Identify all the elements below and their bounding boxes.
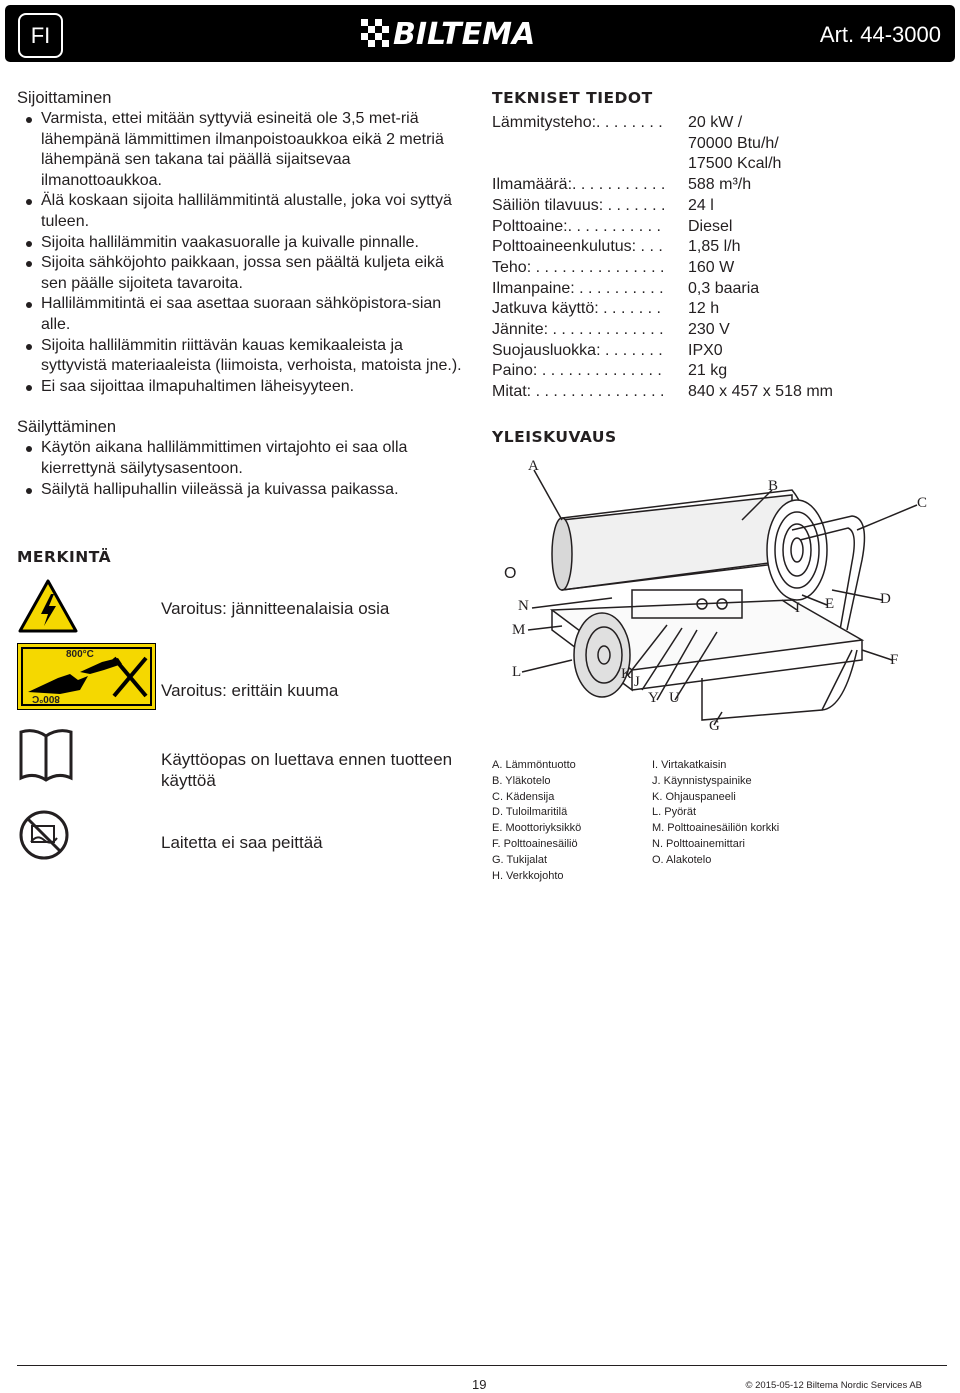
legend-left bbox=[492, 758, 581, 884]
spec-row bbox=[492, 175, 947, 196]
spec-value: 588 m³/h bbox=[688, 176, 752, 194]
symbol-text-manual: Käyttöopas on luettava ennen tuotteen käyttöä bbox=[161, 750, 453, 790]
spec-value: 840 x 457 x 518 mm bbox=[688, 383, 833, 401]
list-item: Sijoita hallilämmitin riittävän kauas kemikaaleista ja syttyvistä materiaaleista (liimoista, verhoista, matoista jne.). bbox=[17, 336, 472, 377]
callout-u: U bbox=[669, 690, 680, 706]
language-badge: FI bbox=[18, 13, 63, 58]
temp-label-bottom: 800°C bbox=[32, 693, 60, 704]
spec-row bbox=[492, 237, 947, 258]
legend-item: K. Ohjauspaneeli bbox=[652, 790, 736, 803]
spec-row bbox=[492, 299, 947, 320]
legend-right bbox=[652, 758, 779, 869]
heater-illustration bbox=[492, 450, 942, 750]
high-voltage-warning-icon bbox=[17, 578, 79, 634]
callout-l: L bbox=[512, 664, 522, 680]
left-column bbox=[17, 87, 472, 500]
list-item: Käytön aikana hallilämmittimen virtajohto ei saa olla kierrettynä säilytysasentoon. bbox=[17, 438, 472, 479]
legend-item: L. Pyörät bbox=[652, 806, 697, 819]
spec-label: Teho: . . . . . . . . . . . . . . . bbox=[492, 258, 665, 276]
spec-row bbox=[492, 320, 947, 341]
callout-n: N bbox=[518, 598, 529, 614]
legend-item: M. Polttoainesäiliön korkki bbox=[652, 822, 780, 835]
spec-label: Lämmitysteho:. . . . . . . . bbox=[492, 114, 663, 131]
temp-label-top: 800°C bbox=[66, 649, 94, 660]
spec-label: Jatkuva käyttö: . . . . . . . bbox=[492, 300, 661, 318]
list-item: Sijoita sähköjohto paikkaan, jossa sen päältä kuljeta eikä sen päälle sijoiteta tavaroita. bbox=[17, 253, 472, 294]
list-item: Ei saa sijoittaa ilmapuhaltimen läheisyyteen. bbox=[17, 377, 472, 398]
legend-item: A. Lämmöntuotto bbox=[492, 759, 576, 771]
legend-item: B. Yläkotelo bbox=[492, 774, 551, 787]
marking-title: MERKINTÄ bbox=[17, 548, 112, 566]
legend-item: J. Käynnistyspainike bbox=[652, 774, 752, 787]
spec-row bbox=[492, 361, 947, 382]
overview-title: YLEISKUVAUS bbox=[492, 428, 617, 446]
header-bar bbox=[5, 5, 955, 62]
spec-value: 0,3 baaria bbox=[688, 279, 760, 297]
article-number: Art. 44-3000 bbox=[819, 22, 941, 47]
spec-row bbox=[492, 196, 947, 217]
read-manual-icon bbox=[17, 728, 75, 784]
legend-item: C. Kädensija bbox=[492, 790, 555, 803]
callout-m: M bbox=[512, 622, 526, 638]
callout-y: Y bbox=[648, 690, 659, 706]
spec-value: 1,85 l/h bbox=[688, 238, 741, 256]
spec-label: Polttoaineenkulutus: . . . bbox=[492, 238, 663, 256]
legend-item: E. Moottoriyksikkö bbox=[492, 822, 582, 835]
spec-row bbox=[492, 382, 947, 403]
spec-label: Polttoaine:. . . . . . . . . . . bbox=[492, 217, 661, 235]
spec-label: Mitat: . . . . . . . . . . . . . . . bbox=[492, 383, 665, 401]
hot-surface-warning-icon bbox=[17, 643, 156, 710]
list-item: Hallilämmitintä ei saa asettaa suoraan sähköpistora-sian alle. bbox=[17, 294, 472, 335]
legend-item: F. Polttoainesäiliö bbox=[492, 837, 578, 850]
checkered-flag-icon bbox=[361, 19, 389, 47]
spec-row bbox=[492, 279, 947, 300]
legend-item: N. Polttoainemittari bbox=[652, 837, 745, 850]
symbol-text-cover: Laitetta ei saa peittää bbox=[161, 833, 323, 852]
symbol-text-voltage: Varoitus: jännitteenalaisia osia bbox=[161, 599, 390, 618]
spec-label: Jännite: . . . . . . . . . . . . . bbox=[492, 321, 664, 339]
do-not-cover-icon bbox=[17, 808, 71, 862]
callout-a: A bbox=[528, 458, 539, 474]
spec-value: 160 W bbox=[688, 258, 735, 276]
spec-value: 12 h bbox=[688, 300, 720, 318]
legend-item: H. Verkkojohto bbox=[492, 869, 564, 882]
specs-table bbox=[492, 113, 947, 403]
legend-item: I. Virtakatkaisin bbox=[652, 759, 727, 771]
list-item: Säilytä hallipuhallin viileässä ja kuivassa paikassa. bbox=[17, 480, 472, 501]
spec-label: Suojausluokka: . . . . . . . bbox=[492, 341, 663, 359]
list-item: Älä koskaan sijoita hallilämmitintä alustalle, joka voi syttyä tuleen. bbox=[17, 191, 472, 232]
callout-j: J bbox=[634, 674, 640, 690]
specs-title: TEKNISET TIEDOT bbox=[492, 89, 653, 107]
spec-value: IPX0 bbox=[688, 341, 723, 359]
legend-item: D. Tuloilmaritilä bbox=[492, 806, 568, 819]
spec-label: Ilmanpaine: . . . . . . . . . . bbox=[492, 279, 664, 297]
spec-value: 20 kW / 70000 Btu/h/ 17500 Kcal/h bbox=[688, 114, 782, 173]
callout-k: K bbox=[621, 666, 632, 682]
symbol-text-hot: Varoitus: erittäin kuuma bbox=[161, 681, 339, 700]
page-number: 19 bbox=[472, 1377, 487, 1392]
callout-o: O bbox=[504, 565, 517, 582]
brand-logo: BILTEMA bbox=[393, 17, 536, 52]
spec-row bbox=[492, 217, 947, 238]
right-column bbox=[492, 87, 947, 403]
list-item: Sijoita hallilämmitin vaakasuoralle ja kuivalle pinnalle. bbox=[17, 233, 472, 254]
storage-list bbox=[17, 438, 472, 500]
spec-value: 24 l bbox=[688, 196, 714, 214]
callout-e: E bbox=[825, 596, 835, 612]
callout-c: C bbox=[917, 495, 928, 511]
placement-list bbox=[17, 109, 472, 397]
storage-title: Säilyttäminen bbox=[17, 418, 117, 437]
callout-g: G bbox=[709, 718, 720, 734]
callout-d: D bbox=[880, 591, 891, 607]
spec-label: Paino: . . . . . . . . . . . . . . bbox=[492, 362, 662, 380]
spec-label: Säiliön tilavuus: . . . . . . . bbox=[492, 196, 666, 214]
list-item: Varmista, ettei mitään syttyviä esineitä ole 3,5 met-riä lähempänä lämmittimen ilmanpoistoaukkoa eikä 2 metriä lähempänä sen takana tai päällä sijaitsevaa ilmanottoaukkoa. bbox=[17, 109, 472, 191]
legend-item: O. Alakotelo bbox=[652, 853, 712, 866]
spec-row bbox=[492, 258, 947, 279]
placement-title: Sijoittaminen bbox=[17, 89, 112, 107]
callout-i: I bbox=[795, 600, 800, 616]
spec-value: 230 V bbox=[688, 321, 730, 339]
callout-b: B bbox=[768, 478, 779, 494]
spec-row bbox=[492, 341, 947, 362]
copyright-notice: © 2015-05-12 Biltema Nordic Services AB bbox=[745, 1380, 922, 1391]
callout-f: F bbox=[890, 652, 899, 668]
footer-divider bbox=[17, 1365, 947, 1366]
legend-item: G. Tukijalat bbox=[492, 853, 548, 866]
spec-label: Ilmamäärä:. . . . . . . . . . . bbox=[492, 176, 666, 194]
spec-value: 21 kg bbox=[688, 362, 728, 380]
spec-value: Diesel bbox=[688, 217, 733, 235]
spec-row bbox=[492, 113, 947, 175]
